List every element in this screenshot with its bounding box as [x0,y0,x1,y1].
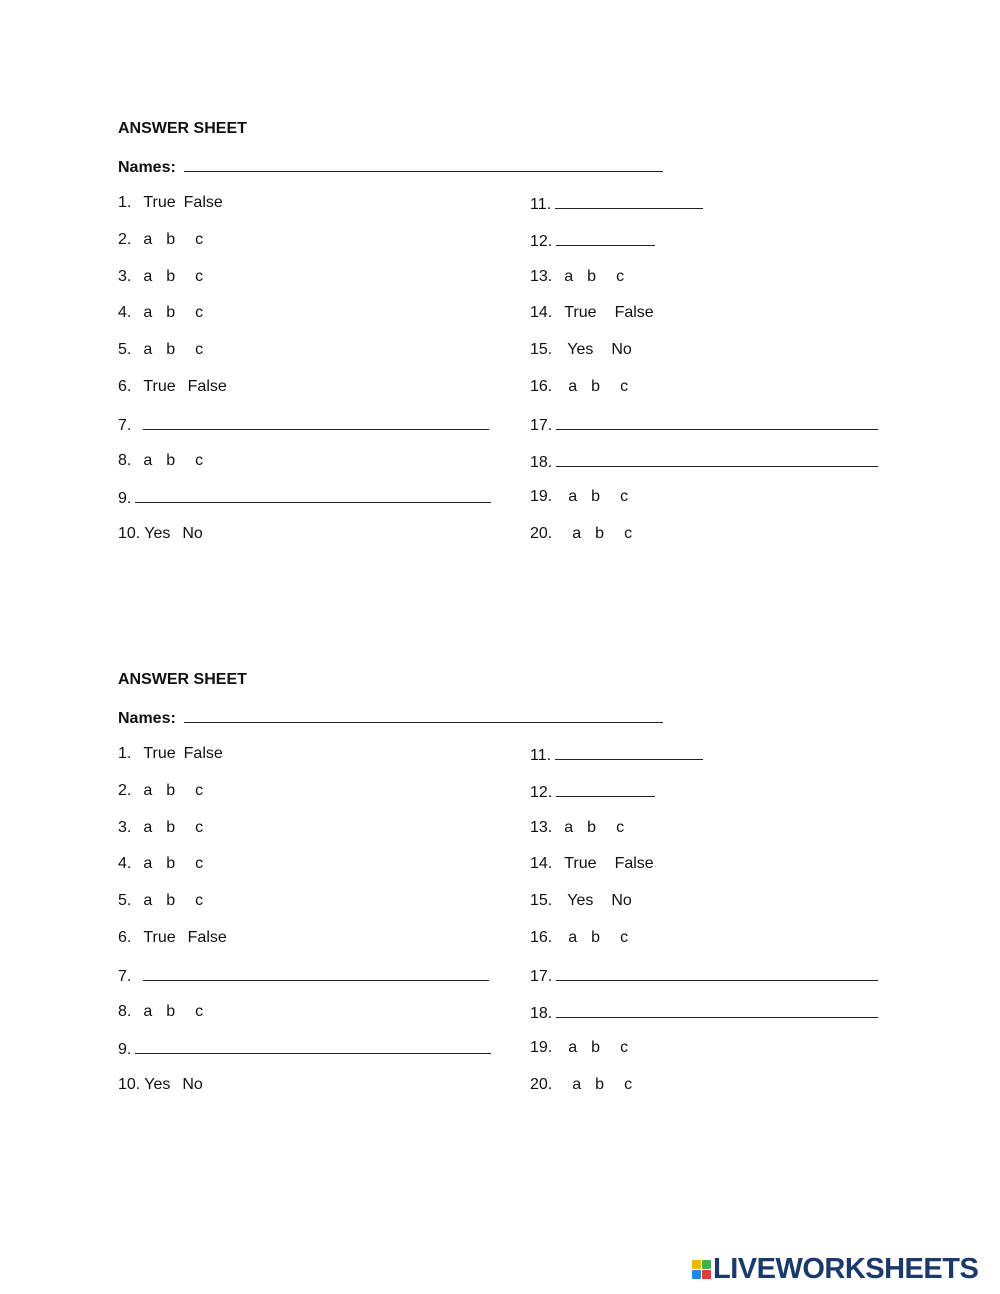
answer-option[interactable]: c [195,1002,204,1020]
liveworksheets-logo [692,1254,978,1284]
answer-option[interactable]: c [195,818,204,836]
answer-option[interactable]: c [195,341,204,359]
logo-mark-icon [692,1260,711,1279]
question-19 [530,487,628,507]
answer-option[interactable]: c [195,451,204,469]
answer-option[interactable]: b [166,341,176,359]
question-number: 12. [530,232,553,250]
answer-option[interactable]: True [143,194,176,211]
logo-mark-tile [692,1260,701,1269]
answer-option[interactable]: c [620,929,629,946]
answer-option[interactable]: b [587,818,597,836]
answer-option[interactable]: b [595,1076,605,1094]
question-15 [530,891,632,911]
names-row [118,156,663,178]
answer-blank-line[interactable] [135,487,491,503]
question-number: 2. [118,230,132,248]
answer-blank-line[interactable] [555,193,703,209]
question-number: 9. [118,490,132,508]
answer-option[interactable]: c [616,267,625,285]
answer-option[interactable]: a [143,304,153,322]
question-16 [530,377,628,397]
question-number: 8. [118,1002,132,1020]
names-label: Names: [118,159,176,176]
answer-option[interactable]: No [182,525,203,543]
question-8 [118,451,203,471]
question-number: 19. [530,1039,553,1057]
question-9 [118,487,491,509]
answer-option[interactable]: c [195,855,204,873]
question-number: 6. [118,929,132,946]
answer-option[interactable]: False [187,378,227,395]
answer-option[interactable]: False [183,194,223,211]
answer-blank-line[interactable] [556,965,878,981]
question-10 [118,1075,203,1095]
answer-option[interactable]: b [166,451,176,469]
answer-option[interactable]: False [183,745,223,762]
question-number: 20. [530,1076,553,1094]
answer-option[interactable]: a [568,929,578,946]
question-11 [530,744,703,766]
question-number: 20. [530,525,553,543]
question-16 [530,928,628,948]
logo-mark-tile [702,1260,711,1269]
question-12 [530,230,655,252]
answer-option[interactable]: b [166,304,176,322]
answer-option[interactable]: Yes [144,525,171,543]
answer-option[interactable]: c [620,488,629,506]
answer-blank-line[interactable] [143,965,489,981]
answer-option[interactable]: b [591,929,601,946]
question-number: 1. [118,745,132,762]
answer-option[interactable]: b [166,267,176,285]
answer-option[interactable]: c [195,304,204,322]
question-number: 3. [118,818,132,836]
answer-option[interactable]: b [166,781,176,799]
answer-option[interactable]: a [564,267,574,285]
logo-text: LIVEWORKSHEETS [713,1252,979,1285]
question-number: 18. [530,453,553,471]
question-14 [530,303,654,323]
question-number: 11. [530,747,552,764]
question-20 [530,1075,632,1095]
answer-option[interactable]: b [591,488,601,506]
answer-option[interactable]: True [143,929,176,946]
answer-blank-line[interactable] [556,781,655,797]
answer-option[interactable]: False [187,929,227,946]
question-4 [118,854,203,874]
question-20 [530,524,632,544]
question-19 [530,1038,628,1058]
answer-option[interactable]: a [572,525,582,543]
answer-option[interactable]: c [195,267,204,285]
question-number: 17. [530,416,553,434]
question-18 [530,451,878,473]
names-input-line[interactable] [184,707,663,723]
answer-option[interactable]: False [614,304,654,322]
answer-blank-line[interactable] [556,451,878,467]
answer-option[interactable]: a [143,1002,153,1020]
question-17 [530,965,878,987]
question-7 [118,414,489,436]
answer-option[interactable]: True [143,745,176,762]
question-number: 8. [118,451,132,469]
answer-sheet-1 [118,119,898,543]
answer-option[interactable]: True [564,855,597,873]
answer-blank-line[interactable] [556,1002,878,1018]
question-number: 15. [530,341,553,359]
question-number: 4. [118,304,132,322]
question-6 [118,928,227,948]
names-row [118,707,663,729]
question-number: 16. [530,378,553,395]
answer-option[interactable]: a [568,1039,578,1057]
answer-option[interactable]: b [595,525,605,543]
question-number: 16. [530,929,553,946]
answer-option[interactable]: c [624,1076,633,1094]
answer-option[interactable]: False [614,855,654,873]
question-3 [118,818,203,838]
answer-option[interactable]: c [195,781,204,799]
answer-option[interactable]: b [166,855,176,873]
question-number: 12. [530,783,553,801]
question-number: 14. [530,304,553,322]
question-13 [530,267,624,287]
answer-option[interactable]: b [166,230,176,248]
question-11 [530,193,703,215]
question-17 [530,414,878,436]
answer-option[interactable]: b [591,1039,601,1057]
answer-option[interactable]: b [166,818,176,836]
answer-option[interactable]: a [568,378,578,395]
answer-blank-line[interactable] [135,1038,491,1054]
question-number: 7. [118,967,132,985]
question-number: 13. [530,267,553,285]
answer-option[interactable]: a [143,855,153,873]
answer-option[interactable]: Yes [567,341,594,359]
answer-option[interactable]: a [143,267,153,285]
question-number: 14. [530,855,553,873]
question-number: 17. [530,967,553,985]
answer-option[interactable]: c [195,230,204,248]
question-number: 4. [118,855,132,873]
question-number: 6. [118,378,132,395]
answer-option[interactable]: b [591,378,601,395]
question-number: 15. [530,892,553,910]
question-number: 3. [118,267,132,285]
question-number: 5. [118,341,132,359]
question-3 [118,267,203,287]
question-18 [530,1002,878,1024]
sheet-title: ANSWER SHEET [118,120,247,137]
answer-option[interactable]: Yes [144,1076,171,1094]
answer-option[interactable]: c [616,818,625,836]
answer-option[interactable]: a [572,1076,582,1094]
answer-option[interactable]: No [182,1076,203,1094]
question-number: 19. [530,488,553,506]
answer-blank-line[interactable] [143,414,489,430]
answer-option[interactable]: c [624,525,633,543]
question-2 [118,781,203,801]
answer-option[interactable]: Yes [567,892,594,910]
sheet-title: ANSWER SHEET [118,671,247,688]
question-number: 11. [530,196,552,213]
question-number: 2. [118,781,132,799]
question-number: 1. [118,194,132,211]
question-number: 13. [530,818,553,836]
answer-option[interactable]: a [143,230,153,248]
question-1 [118,193,223,213]
answer-option[interactable]: True [564,304,597,322]
question-15 [530,340,632,360]
answer-option[interactable]: a [143,892,153,910]
answer-sheet-2 [118,670,898,1094]
answer-blank-line[interactable] [555,744,703,760]
answer-option[interactable]: b [166,892,176,910]
question-4 [118,303,203,323]
question-8 [118,1002,203,1022]
answer-option[interactable]: a [568,488,578,506]
answer-option[interactable]: True [143,378,176,395]
names-label: Names: [118,710,176,727]
question-number: 18. [530,1004,553,1022]
names-input-line[interactable] [184,156,663,172]
logo-mark-tile [692,1270,701,1279]
question-5 [118,891,203,911]
answer-option[interactable]: c [620,1039,629,1057]
question-14 [530,854,654,874]
answer-option[interactable]: a [143,341,153,359]
answer-blank-line[interactable] [556,230,655,246]
question-5 [118,340,203,360]
answer-option[interactable]: a [143,781,153,799]
question-1 [118,744,223,764]
question-number: 5. [118,892,132,910]
question-12 [530,781,655,803]
answer-option[interactable]: c [195,892,204,910]
question-number: 10. [118,525,141,543]
logo-mark-tile [702,1270,711,1279]
question-10 [118,524,203,544]
answer-option[interactable]: a [143,451,153,469]
question-9 [118,1038,491,1060]
answer-option[interactable]: c [620,378,629,395]
answer-option[interactable]: No [611,892,632,910]
answer-option[interactable]: a [564,818,574,836]
question-13 [530,818,624,838]
answer-option[interactable]: b [587,267,597,285]
answer-option[interactable]: b [166,1002,176,1020]
question-number: 10. [118,1076,141,1094]
question-number: 9. [118,1041,132,1059]
answer-blank-line[interactable] [556,414,878,430]
question-number: 7. [118,416,132,434]
answer-option[interactable]: No [611,341,632,359]
question-7 [118,965,489,987]
question-2 [118,230,203,250]
question-6 [118,377,227,397]
answer-option[interactable]: a [143,818,153,836]
